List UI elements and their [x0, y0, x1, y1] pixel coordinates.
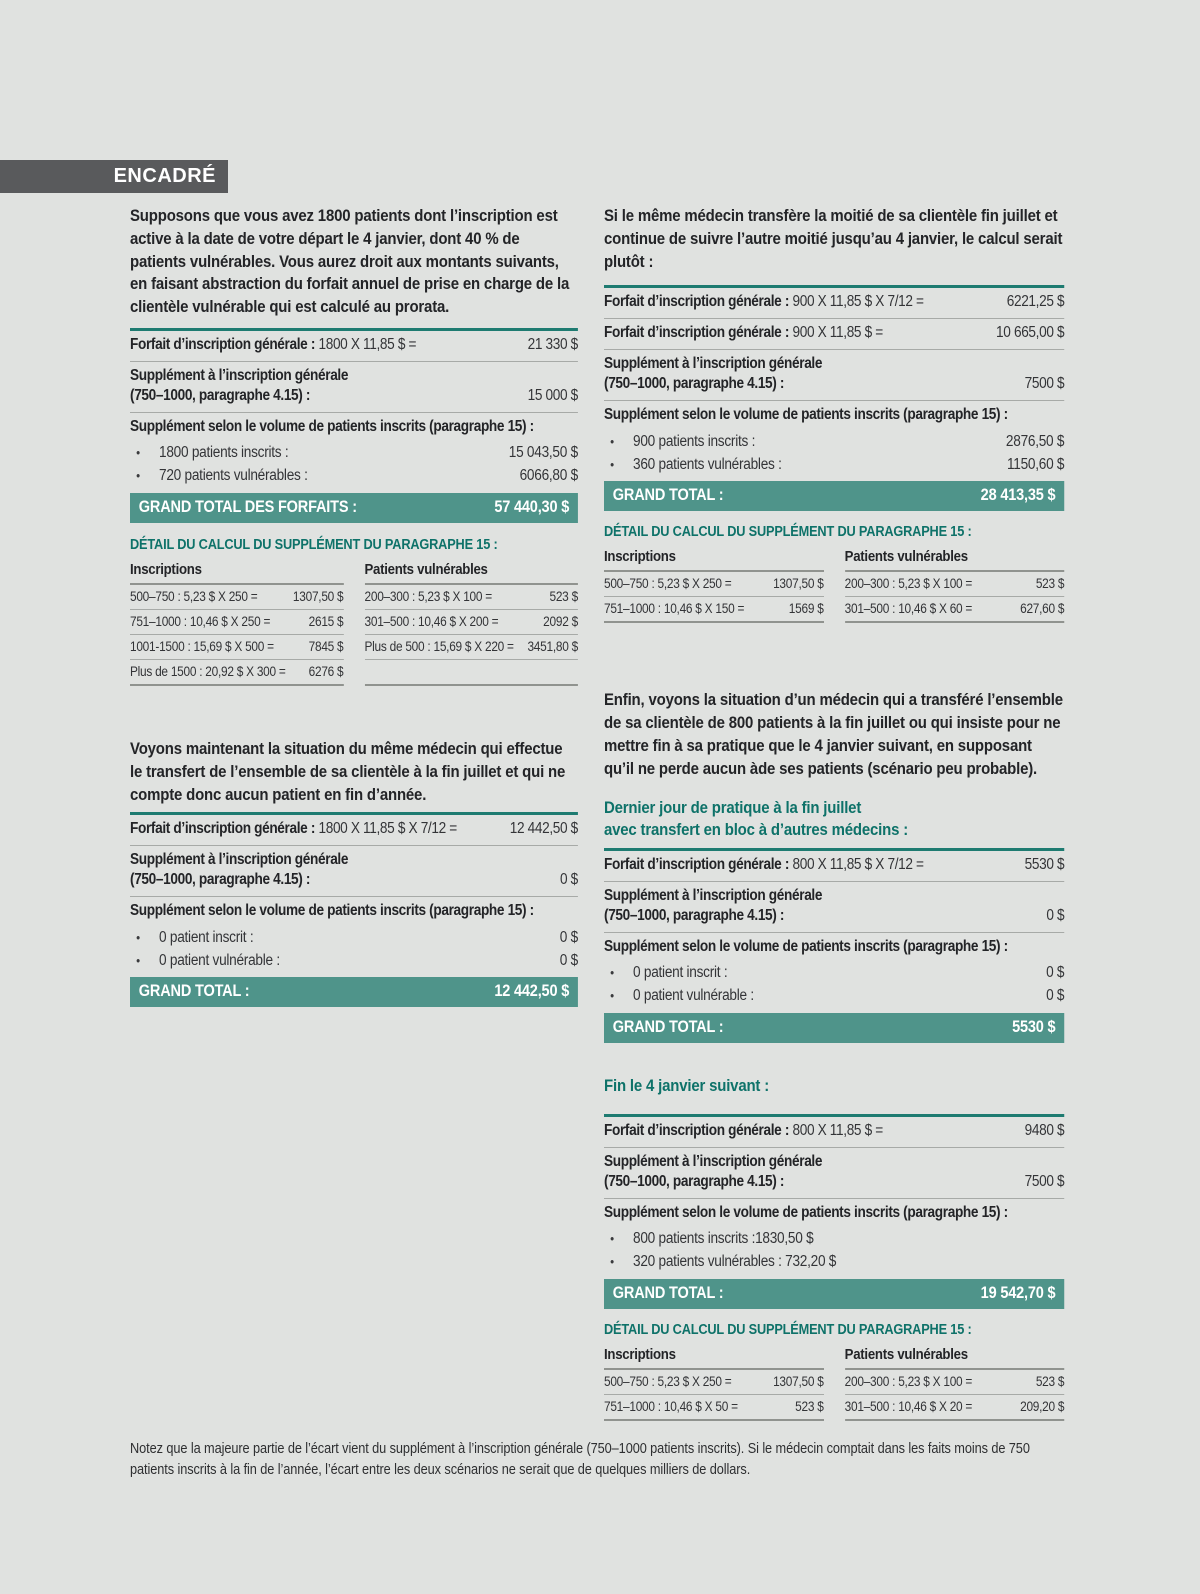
encadre-tag-label: ENCADRÉ — [113, 165, 216, 187]
subtable-row — [845, 572, 1065, 597]
grand-total-value: 28 413,35 $ — [980, 486, 1056, 505]
fee-row-label: Supplément à l’inscription générale — [604, 1152, 823, 1170]
detail-heading: DÉTAIL DU CALCUL DU SUPPLÉMENT DU PARAGRAPHE 15 : — [130, 536, 498, 553]
fee-row — [604, 401, 1064, 427]
fee-row-label: Forfait d’inscription générale : — [130, 335, 316, 353]
subtable-row-formula: 301–500 : 10,46 $ X 60 = — [844, 601, 973, 617]
subtable-row-formula: 1001-1500 : 15,69 $ X 500 = — [130, 638, 274, 654]
subtable-row-formula: 500–750 : 5,23 $ X 250 = — [604, 1373, 732, 1389]
bullet-list — [130, 923, 578, 977]
fee-row-label: Forfait d’inscription générale : — [604, 293, 790, 311]
grand-total-bar — [130, 493, 578, 523]
fee-row-label-line2: (750–1000, paragraphe 4.15) : — [604, 1172, 785, 1190]
subtable-header: Inscriptions — [130, 560, 343, 585]
fee-row-value: 6221,25 $ — [1006, 293, 1065, 311]
bullet-label: 0 patient vulnérable : — [159, 951, 280, 969]
subtable-header: Patients vulnérables — [845, 547, 1065, 572]
bullet-value: 0 $ — [559, 951, 578, 969]
subtable-row — [845, 1370, 1065, 1395]
fee-row-label-line2: (750–1000, paragraphe 4.15) : — [130, 871, 311, 889]
subtable-row-value: 209,20 $ — [1020, 1398, 1065, 1414]
bullet-label: 320 patients vulnérables : 732,20 $ — [633, 1253, 837, 1271]
fee-row — [604, 1148, 1064, 1199]
grand-total-label: GRAND TOTAL : — [612, 486, 724, 505]
subtable-row — [604, 1370, 824, 1395]
fee-row-value: 0 $ — [560, 871, 578, 889]
bullet-value: 6066,80 $ — [519, 467, 578, 485]
grand-total-bar — [604, 481, 1064, 511]
fee-row — [604, 882, 1064, 933]
subtable-row — [604, 572, 824, 597]
subtable-row-formula: 301–500 : 10,46 $ X 200 = — [364, 613, 499, 629]
subtable-row — [130, 585, 343, 610]
bullet-item — [604, 1228, 1064, 1251]
detail-block-3 — [604, 1322, 1064, 1421]
fee-row-label: Supplément selon le volume de patients inscrits (paragraphe 15) : — [130, 417, 534, 435]
intro-paragraph-4: Enfin, voyons la situation d’un médecin qui a transféré l’ensemble de sa clientèle de 800 patients à la fin juillet ou qui insiste pour ne mettre fin à sa pratique que le 4 janvier suivant, en supposant qu’il ne perde aucun àde ses patients (scénario peu probable). — [604, 690, 1063, 778]
bullet-item — [130, 442, 578, 465]
subtable-row — [130, 635, 343, 660]
fee-row-value: 7500 $ — [1024, 375, 1065, 393]
fee-table-scenario5 — [604, 1114, 1064, 1309]
left-column — [130, 205, 578, 1007]
subtable-row-value: 1307,50 $ — [773, 576, 824, 592]
bullet-item — [604, 962, 1064, 985]
bullet-icon: • — [136, 952, 140, 968]
fee-row-label: Supplément à l’inscription générale — [130, 366, 349, 384]
bullet-icon: • — [610, 1254, 614, 1270]
bullet-icon: • — [610, 1231, 614, 1247]
bullet-label: 360 patients vulnérables : — [633, 455, 782, 473]
fee-row-label: Forfait d’inscription générale : — [604, 1121, 790, 1139]
subtable-inscriptions — [604, 1345, 824, 1421]
subtable-header: Patients vulnérables — [365, 560, 578, 585]
subtable-row-value: 523 $ — [795, 1398, 824, 1414]
detail-block-1 — [130, 537, 578, 686]
fee-row-calc: 900 X 11,85 $ = — [792, 324, 883, 342]
subtable-row — [845, 1395, 1065, 1419]
bullet-item — [604, 985, 1064, 1008]
fee-row — [130, 846, 578, 897]
subtable-row-value: 523 $ — [1035, 1373, 1065, 1389]
subtable-row-value: 627,60 $ — [1020, 601, 1065, 617]
section-heading-juillet: Dernier jour de pratique à la fin juillet avec transfert en bloc à d’autres médecins : — [604, 797, 909, 839]
fee-row-label: Supplément à l’inscription générale — [604, 355, 823, 373]
subtable-row-value: 523 $ — [549, 588, 578, 604]
grand-total-bar — [604, 1013, 1064, 1043]
fee-row — [604, 1199, 1064, 1225]
section-heading-janvier: Fin le 4 janvier suivant : — [604, 1075, 770, 1095]
subtable-row-value: 523 $ — [1035, 576, 1065, 592]
fee-row-value: 7500 $ — [1024, 1172, 1065, 1190]
fee-row — [130, 331, 578, 362]
footnote: Notez que la majeure partie de l’écart vient du supplément à l’inscription générale (750–1000 patients inscrits). Si le médecin comptait dans les faits moins de 750 patients inscrits à la fin de l’année, l’écart entre les deux scénarios ne serait que de quelques milliers de dollars. — [130, 1440, 1030, 1478]
subtable-row — [130, 610, 343, 635]
fee-row — [130, 362, 578, 413]
subtable-row-formula: Plus de 1500 : 20,92 $ X 300 = — [130, 663, 286, 679]
fee-row — [604, 288, 1064, 319]
fee-row-label: Supplément selon le volume de patients inscrits (paragraphe 15) : — [604, 1203, 1008, 1221]
fee-row-calc: 1800 X 11,85 $ X 7/12 = — [318, 820, 457, 838]
fee-table-scenario1 — [130, 328, 578, 523]
fee-row-calc: 800 X 11,85 $ X 7/12 = — [792, 855, 924, 873]
bullet-item — [604, 1251, 1064, 1274]
fee-row — [130, 897, 578, 923]
subtable-inscriptions — [604, 547, 824, 623]
bullet-icon: • — [136, 445, 140, 461]
grand-total-label: GRAND TOTAL : — [138, 982, 250, 1001]
fee-row-label: Supplément selon le volume de patients inscrits (paragraphe 15) : — [604, 937, 1008, 955]
grand-total-bar — [130, 977, 578, 1007]
subtable-header: Inscriptions — [604, 1345, 824, 1370]
subtable-row-formula: 200–300 : 5,23 $ X 100 = — [844, 1373, 973, 1389]
bullet-label: 0 patient vulnérable : — [633, 987, 754, 1005]
subtable-row — [365, 635, 578, 660]
bullet-list — [604, 427, 1064, 481]
bullet-value: 15 043,50 $ — [508, 444, 578, 462]
bullet-icon: • — [610, 433, 614, 449]
subtable-row — [365, 585, 578, 610]
subtable-row-value: 1307,50 $ — [292, 588, 344, 604]
subtable-row-formula: Plus de 500 : 15,69 $ X 220 = — [364, 638, 514, 654]
grand-total-value: 12 442,50 $ — [494, 982, 570, 1001]
grand-total-label: GRAND TOTAL DES FORFAITS : — [138, 497, 357, 516]
bullet-item — [604, 430, 1064, 453]
fee-row — [604, 319, 1064, 350]
fee-row-label: Supplément selon le volume de patients inscrits (paragraphe 15) : — [604, 406, 1008, 424]
fee-row-label-line2: (750–1000, paragraphe 4.15) : — [130, 386, 311, 404]
detail-heading: DÉTAIL DU CALCUL DU SUPPLÉMENT DU PARAGRAPHE 15 : — [604, 524, 972, 541]
fee-row-value: 12 442,50 $ — [509, 820, 578, 838]
subtable-row-value: 2615 $ — [308, 613, 344, 629]
bullet-value: 0 $ — [559, 928, 578, 946]
grand-total-label: GRAND TOTAL : — [612, 1017, 724, 1036]
grand-total-label: GRAND TOTAL : — [612, 1283, 724, 1302]
subtable-row-formula: 751–1000 : 10,46 $ X 250 = — [130, 613, 271, 629]
fee-row — [604, 1117, 1064, 1148]
fee-row-value: 0 $ — [1046, 906, 1065, 924]
bullet-icon: • — [136, 929, 140, 945]
subtable-row-value: 2092 $ — [543, 613, 578, 629]
bullet-item — [130, 926, 578, 949]
subtable-row-formula: 500–750 : 5,23 $ X 250 = — [604, 576, 732, 592]
bullet-icon: • — [610, 456, 614, 472]
bullet-item — [604, 453, 1064, 476]
intro-paragraph-3: Si le même médecin transfère la moitié de sa clientèle fin juillet et continue de suivre l’autre moitié jusqu’au 4 janvier, le calcul serait plutôt : — [604, 206, 1063, 271]
fee-table-scenario2 — [130, 812, 578, 1007]
bullet-label: 0 patient inscrit : — [159, 928, 254, 946]
detail-block-2 — [604, 524, 1064, 623]
subtable-row-value: 6276 $ — [308, 663, 344, 679]
fee-row — [604, 933, 1064, 959]
fee-row-value: 10 665,00 $ — [996, 324, 1065, 342]
bullet-label: 800 patients inscrits :1830,50 $ — [633, 1230, 814, 1248]
fee-row-label: Forfait d’inscription générale : — [130, 820, 316, 838]
subtable-row-value: 1307,50 $ — [773, 1373, 824, 1389]
bullet-item — [130, 949, 578, 972]
fee-row-label: Forfait d’inscription générale : — [604, 324, 790, 342]
grand-total-value: 57 440,30 $ — [494, 497, 570, 516]
bullet-icon: • — [136, 468, 140, 484]
subtable-row-formula: 500–750 : 5,23 $ X 250 = — [130, 588, 258, 604]
bullet-value: 0 $ — [1046, 964, 1065, 982]
fee-row-label-line2: (750–1000, paragraphe 4.15) : — [604, 375, 785, 393]
fee-table-scenario3 — [604, 285, 1064, 511]
bullet-label: 900 patients inscrits : — [633, 432, 756, 450]
grand-total-value: 19 542,70 $ — [980, 1283, 1056, 1302]
fee-row — [604, 350, 1064, 401]
bullet-icon: • — [610, 988, 614, 1004]
bullet-list — [604, 1225, 1064, 1279]
fee-row-label: Supplément à l’inscription générale — [130, 851, 349, 869]
grand-total-value: 5530 $ — [1012, 1017, 1056, 1036]
fee-row-value: 15 000 $ — [527, 386, 578, 404]
subtable-row-value: 3451,80 $ — [527, 638, 578, 654]
fee-row — [130, 815, 578, 846]
subtable-row-value: 1569 $ — [788, 601, 824, 617]
fee-row — [604, 851, 1064, 882]
subtable-vulnerables — [365, 560, 578, 686]
bullet-label: 1800 patients inscrits : — [159, 444, 289, 462]
bullet-value: 0 $ — [1046, 987, 1065, 1005]
bullet-label: 720 patients vulnérables : — [159, 467, 308, 485]
fee-row-value: 5530 $ — [1024, 855, 1065, 873]
intro-paragraph-1: Supposons que vous avez 1800 patients dont l’inscription est active à la date de votre départ le 4 janvier, dont 40 % de patients vulnérables. Vous aurez droit aux montants suivants, en faisant abstraction du forfait annuel de prise en charge de la clientèle vulnérable qui est calculé au prorata. — [130, 206, 570, 317]
fee-row — [130, 413, 578, 439]
subtable-row-formula: 200–300 : 5,23 $ X 100 = — [844, 576, 973, 592]
fee-row-label: Forfait d’inscription générale : — [604, 855, 790, 873]
fee-row-calc: 900 X 11,85 $ X 7/12 = — [792, 293, 924, 311]
subtable-inscriptions — [130, 560, 343, 686]
fee-row-value: 9480 $ — [1024, 1121, 1065, 1139]
fee-row-value: 21 330 $ — [527, 335, 578, 353]
fee-table-scenario4 — [604, 848, 1064, 1043]
bullet-list — [130, 439, 578, 493]
subtable-vulnerables — [845, 547, 1065, 623]
subtable-row — [604, 597, 824, 621]
bullet-value: 1150,60 $ — [1006, 455, 1065, 473]
fee-row-label-line2: (750–1000, paragraphe 4.15) : — [604, 906, 785, 924]
fee-row-label: Supplément à l’inscription générale — [604, 886, 823, 904]
subtable-row — [604, 1395, 824, 1419]
bullet-value: 2876,50 $ — [1005, 432, 1065, 450]
encadre-tag — [0, 160, 228, 193]
bullet-label: 0 patient inscrit : — [633, 964, 728, 982]
subtable-header: Patients vulnérables — [845, 1345, 1065, 1370]
right-column — [604, 205, 1064, 1421]
bullet-icon: • — [610, 965, 614, 981]
intro-paragraph-2: Voyons maintenant la situation du même médecin qui effectue le transfert de l’ensemble de sa clientèle à la fin juillet et qui ne compte donc aucun patient en fin d’année. — [130, 738, 566, 804]
subtable-header: Inscriptions — [604, 547, 824, 572]
bullet-item — [130, 465, 578, 488]
subtable-vulnerables — [845, 1345, 1065, 1421]
subtable-row — [130, 660, 343, 684]
subtable-row-value: 7845 $ — [308, 638, 344, 654]
subtable-row — [845, 597, 1065, 621]
fee-row-calc: 800 X 11,85 $ = — [792, 1121, 883, 1139]
subtable-row-formula: 751–1000 : 10,46 $ X 150 = — [604, 601, 745, 617]
subtable-row-formula: 751–1000 : 10,46 $ X 50 = — [604, 1398, 738, 1414]
subtable-row-formula: 200–300 : 5,23 $ X 100 = — [364, 588, 492, 604]
grand-total-bar — [604, 1279, 1064, 1309]
subtable-row-formula: 301–500 : 10,46 $ X 20 = — [844, 1398, 973, 1414]
subtable-row — [365, 610, 578, 635]
bullet-list — [604, 959, 1064, 1013]
fee-row-calc: 1800 X 11,85 $ = — [318, 335, 417, 353]
detail-heading: DÉTAIL DU CALCUL DU SUPPLÉMENT DU PARAGRAPHE 15 : — [604, 1321, 972, 1338]
fee-row-label: Supplément selon le volume de patients inscrits (paragraphe 15) : — [130, 902, 534, 920]
